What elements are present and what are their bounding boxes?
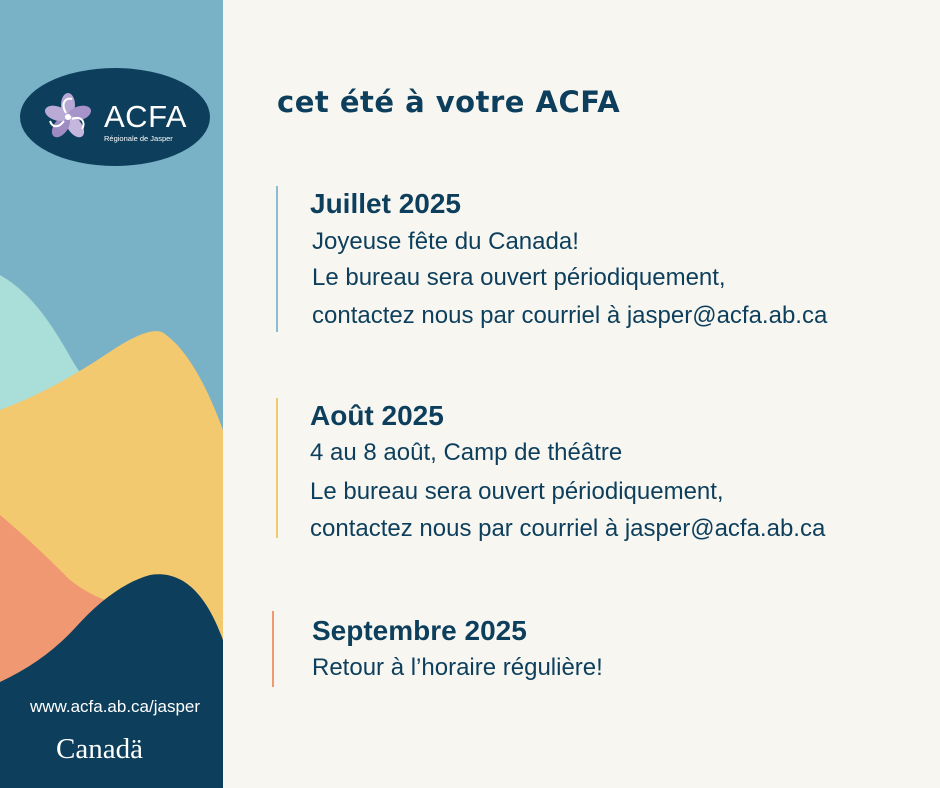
section-line: Le bureau sera ouvert périodiquement,	[310, 478, 724, 505]
section-title: Septembre 2025	[312, 615, 527, 646]
section-line: contactez nous par courriel à jasper@acfa.ab.ca	[310, 515, 826, 542]
section-line: Retour à l’horaire régulière!	[312, 654, 603, 681]
section-accent-bar	[276, 186, 278, 332]
logo-wordmark: ACFA	[104, 99, 187, 134]
page-headline: cet été à votre ACFA	[277, 85, 621, 119]
section-line: 4 au 8 août, Camp de théâtre	[310, 439, 623, 466]
section-title: Août 2025	[310, 400, 444, 431]
section-line: Le bureau sera ouvert périodiquement,	[312, 264, 726, 291]
section-accent-bar	[272, 611, 274, 687]
website-url: www.acfa.ab.ca/jasper	[29, 697, 201, 716]
decorative-sidebar	[0, 0, 223, 788]
logo-subtitle: Régionale de Jasper	[104, 134, 173, 143]
section-title: Juillet 2025	[310, 188, 461, 219]
section-line: Joyeuse fête du Canada!	[312, 228, 579, 255]
section-line: contactez nous par courriel à jasper@acfa.ab.ca	[312, 302, 828, 329]
section-accent-bar	[276, 398, 278, 538]
canada-wordmark: Canadä	[56, 733, 143, 765]
